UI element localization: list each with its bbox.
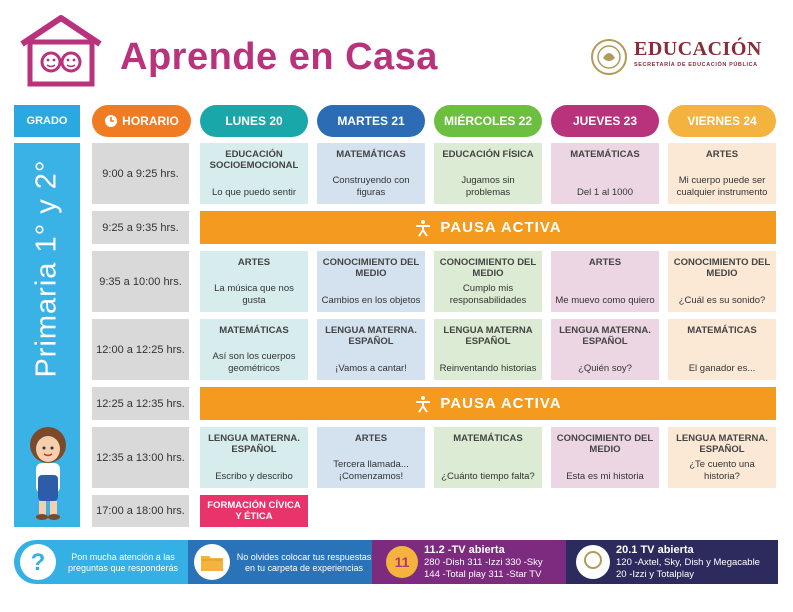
tv2-title: 20.1 TV abierta: [616, 544, 694, 556]
day-header-lunes: [200, 105, 308, 137]
class-topic: ¿Cuánto tiempo falta?: [441, 470, 535, 482]
class-cell: [317, 143, 425, 204]
day-label: MARTES 21: [337, 114, 405, 128]
class-subject: MATEMÁTICAS: [570, 149, 640, 160]
class-topic: El ganador es...: [688, 362, 756, 374]
girl-illustration-icon: [24, 423, 72, 523]
class-subject: CONOCIMIENTO DEL MEDIO: [673, 257, 771, 280]
grade-sidebar: [14, 143, 80, 527]
class-topic: Lo que puedo sentir: [212, 186, 296, 198]
class-subject: LENGUA MATERNA. ESPAÑOL: [559, 325, 651, 348]
class-cell: [434, 427, 542, 488]
class-cell: [317, 319, 425, 380]
tv1-line: 280 -Dish 311 -Izzi 330 -Sky: [424, 557, 543, 569]
channel-20-logo-icon: [573, 543, 613, 581]
class-topic: Esta es mi historia: [566, 470, 644, 482]
class-topic: Del 1 al 1000: [577, 186, 633, 198]
class-cell: [200, 319, 308, 380]
class-cell: [668, 319, 776, 380]
class-cell: [200, 143, 308, 204]
tv2-info: [616, 544, 776, 580]
svg-text:11: 11: [394, 554, 410, 570]
class-cell: [551, 143, 659, 204]
evening-class-cell: [200, 495, 308, 527]
time-slot: 9:25 a 9:35 hrs.: [92, 211, 189, 244]
class-topic: Escribo y describo: [215, 470, 293, 482]
evening-subject: FORMACIÓN CÍVICA Y ÉTICA: [207, 499, 301, 522]
class-subject: MATEMÁTICAS: [336, 149, 406, 160]
tv1-title: 11.2 -TV abierta: [424, 544, 505, 556]
pausa-label: PAUSA ACTIVA: [440, 395, 562, 412]
day-label: MIÉRCOLES 22: [443, 114, 533, 128]
grade-label: Primaria 1° y 2°: [30, 158, 63, 378]
tv2-line: 20 -Izzi y Totalplay: [616, 568, 694, 580]
exercise-icon: [414, 219, 432, 237]
time-slot: 12:25 a 12:35 hrs.: [92, 387, 189, 420]
class-topic: Cumplo mis responsabilidades: [449, 283, 527, 306]
class-topic: Construyendo con figuras: [332, 175, 410, 198]
tv1-line: 144 -Total play 311 -Star TV: [424, 568, 542, 580]
clock-icon: [104, 114, 118, 128]
class-subject: ARTES: [705, 149, 739, 160]
folder-icon: [193, 543, 231, 581]
class-subject: MATEMÁTICAS: [453, 433, 523, 444]
class-topic: ¿Cuál es su sonido?: [678, 294, 766, 306]
class-topic: Jugamos sin problemas: [461, 175, 515, 198]
day-label: VIERNES 24: [687, 114, 757, 128]
class-cell: [668, 427, 776, 488]
day-header-jueves: [551, 105, 659, 137]
class-topic: Me muevo como quiero: [555, 294, 655, 306]
channel-11-logo-icon: [382, 543, 422, 581]
class-cell: [317, 427, 425, 488]
house-logo-icon: [18, 14, 104, 88]
class-subject: ARTES: [237, 257, 271, 268]
national-seal-icon: [590, 38, 628, 76]
tv2-line: 120 -Axtel, Sky, Dish y Megacable: [616, 557, 760, 569]
class-subject: LENGUA MATERNA. ESPAÑOL: [208, 433, 300, 456]
pausa-activa-banner: [200, 387, 776, 420]
day-label: LUNES 20: [225, 114, 283, 128]
class-topic: Reinventando historias: [439, 362, 537, 374]
time-slot: 9:00 a 9:25 hrs.: [92, 143, 189, 204]
class-topic: Así son los cuerpos geométricos: [212, 351, 296, 374]
class-subject: EDUCACIÓN SOCIOEMOCIONAL: [209, 149, 299, 172]
horario-header: [92, 105, 191, 137]
tv1-info: [424, 544, 574, 580]
class-cell: [668, 251, 776, 312]
time-slot: 12:00 a 12:25 hrs.: [92, 319, 189, 380]
class-subject: LENGUA MATERNA. ESPAÑOL: [325, 325, 417, 348]
class-topic: ¿Te cuento una historia?: [689, 459, 755, 482]
time-slot: 12:35 a 13:00 hrs.: [92, 427, 189, 488]
class-topic: ¡Vamos a cantar!: [335, 362, 407, 374]
tip-attention-text: Pon mucha atención a las preguntas que responderás: [67, 552, 179, 573]
class-subject: EDUCACIÓN FÍSICA: [442, 149, 534, 160]
class-cell: [668, 143, 776, 204]
class-subject: LENGUA MATERNA. ESPAÑOL: [676, 433, 768, 456]
tip-folder-text: No olvides colocar tus respuestas en tu carpeta de experiencias: [236, 552, 372, 573]
day-label: JUEVES 23: [572, 114, 638, 128]
pausa-label: PAUSA ACTIVA: [440, 219, 562, 236]
class-subject: CONOCIMIENTO DEL MEDIO: [556, 433, 654, 456]
class-cell: [434, 143, 542, 204]
class-cell: [317, 251, 425, 312]
class-cell: [434, 319, 542, 380]
day-header-martes: [317, 105, 425, 137]
class-subject: CONOCIMIENTO DEL MEDIO: [322, 257, 420, 280]
class-subject: MATEMÁTICAS: [687, 325, 757, 336]
class-cell: [551, 251, 659, 312]
class-topic: Tercera llamada... ¡Comenzamos!: [333, 459, 409, 482]
horario-label: HORARIO: [122, 114, 179, 128]
class-topic: Mi cuerpo puede ser cualquier instrumento: [676, 175, 768, 198]
svg-text:?: ?: [30, 549, 46, 576]
class-cell: [551, 319, 659, 380]
class-cell: [200, 251, 308, 312]
exercise-icon: [414, 395, 432, 413]
class-cell: [434, 251, 542, 312]
page-title: Aprende en Casa: [120, 36, 438, 78]
class-topic: La música que nos gusta: [214, 283, 294, 306]
org-name: EDUCACIÓN: [634, 38, 762, 60]
day-header-viernes: [668, 105, 776, 137]
grado-header: GRADO: [14, 105, 80, 137]
class-subject: CONOCIMIENTO DEL MEDIO: [439, 257, 537, 280]
class-topic: ¿Quién soy?: [578, 362, 632, 374]
class-subject: MATEMÁTICAS: [219, 325, 289, 336]
class-topic: Cambios en los objetos: [321, 294, 421, 306]
class-subject: ARTES: [354, 433, 388, 444]
day-header-miercoles: [434, 105, 542, 137]
time-slot: 17:00 a 18:00 hrs.: [92, 495, 189, 527]
class-subject: LENGUA MATERNA ESPAÑOL: [443, 325, 533, 348]
class-cell: [551, 427, 659, 488]
time-slot: 9:35 a 10:00 hrs.: [92, 251, 189, 312]
org-subtitle: SECRETARÍA DE EDUCACIÓN PÚBLICA: [634, 62, 758, 68]
class-cell: [200, 427, 308, 488]
question-mark-icon: [18, 542, 58, 582]
class-subject: ARTES: [588, 257, 622, 268]
pausa-activa-banner: [200, 211, 776, 244]
